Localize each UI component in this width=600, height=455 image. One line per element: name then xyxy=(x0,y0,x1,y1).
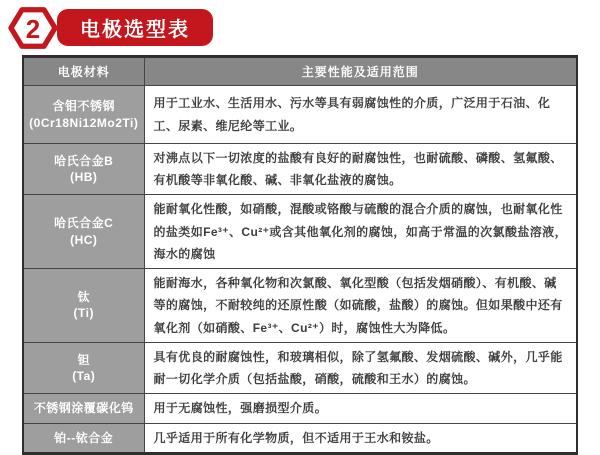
description-cell: 用于无腐蚀性，强磨损型介质。 xyxy=(144,394,577,423)
table-header-row xyxy=(23,57,577,86)
material-cell xyxy=(23,394,144,423)
title-banner xyxy=(57,9,213,46)
description-cell: 几乎适用于所有化学物质，但不适用于王水和铵盐。 xyxy=(144,423,577,453)
material-name: 哈氏合金C xyxy=(54,216,114,231)
table-row xyxy=(23,423,577,453)
column-header-material: 电极材料 xyxy=(23,57,144,86)
table-row xyxy=(23,195,577,269)
material-cell xyxy=(23,423,144,453)
description-cell: 具有优良的耐腐蚀性，和玻璃相似，除了氢氟酸、发烟硫酸、碱外，几乎能耐一切化学介质（包括盐酸，硝酸，硫酸和王水）的腐蚀。 xyxy=(144,342,577,393)
material-name: 钛 xyxy=(77,290,90,305)
material-cell xyxy=(23,342,144,393)
page-title: 电极选型表 xyxy=(80,19,190,41)
table-row xyxy=(23,144,577,195)
material-name: 不锈钢涂覆碳化钨 xyxy=(33,401,134,416)
section-number: 2 xyxy=(25,13,41,44)
material-name: 钽 xyxy=(77,352,90,367)
description-cell: 对沸点以下一切浓度的盐酸有良好的耐腐蚀性，也耐硫酸、磷酸、氢氟酸、有机酸等非氧化酸、碱、非氧化盐液的腐蚀。 xyxy=(144,144,577,195)
table-row xyxy=(23,394,577,423)
electrode-selection-table xyxy=(22,55,578,455)
material-grade: (Ta) xyxy=(72,369,96,384)
material-name: 含钼不锈钢 xyxy=(52,99,115,114)
material-name: 哈氏合金B xyxy=(54,154,114,168)
table-row xyxy=(23,268,577,342)
table-row xyxy=(23,86,577,144)
section-number-badge xyxy=(8,5,58,51)
material-grade: (HB) xyxy=(70,170,98,185)
material-grade: (0Cr18Ni12Mo2Ti) xyxy=(29,115,139,130)
description-cell: 能耐海水，各种氧化物和次氯酸、氧化型酸（包括发烟硝酸）、有机酸、碱等的腐蚀，不耐较纯的还原性酸（如硫酸，盐酸）的腐蚀。但如果酸中还有氧化剂（如硝酸、Fe³⁺、Cu²⁺）时，腐蚀性大为降低。 xyxy=(144,268,577,342)
material-grade: (HC) xyxy=(70,232,98,247)
material-name: 铂--铱合金 xyxy=(54,430,114,445)
material-cell xyxy=(23,268,144,342)
column-header-performance: 主要性能及适用范围 xyxy=(144,57,577,86)
description-cell: 用于工业水、生活用水、污水等具有弱腐蚀性的介质，广泛用于石油、化工、尿素、维尼纶等工业。 xyxy=(144,86,577,144)
material-cell xyxy=(23,86,144,144)
table-row xyxy=(23,342,577,393)
material-cell xyxy=(23,144,144,195)
material-cell xyxy=(23,195,144,269)
material-grade: (Ti) xyxy=(73,306,94,321)
description-cell: 能耐氧化性酸，如硝酸，混酸或铬酸与硫酸的混合介质的腐蚀，也耐氧化性的盐类如Fe³⁺、Cu²⁺或含其他氧化剂的腐蚀，如高于常温的次氯酸盐溶液，海水的腐蚀 xyxy=(144,195,577,269)
page-header xyxy=(0,0,600,55)
